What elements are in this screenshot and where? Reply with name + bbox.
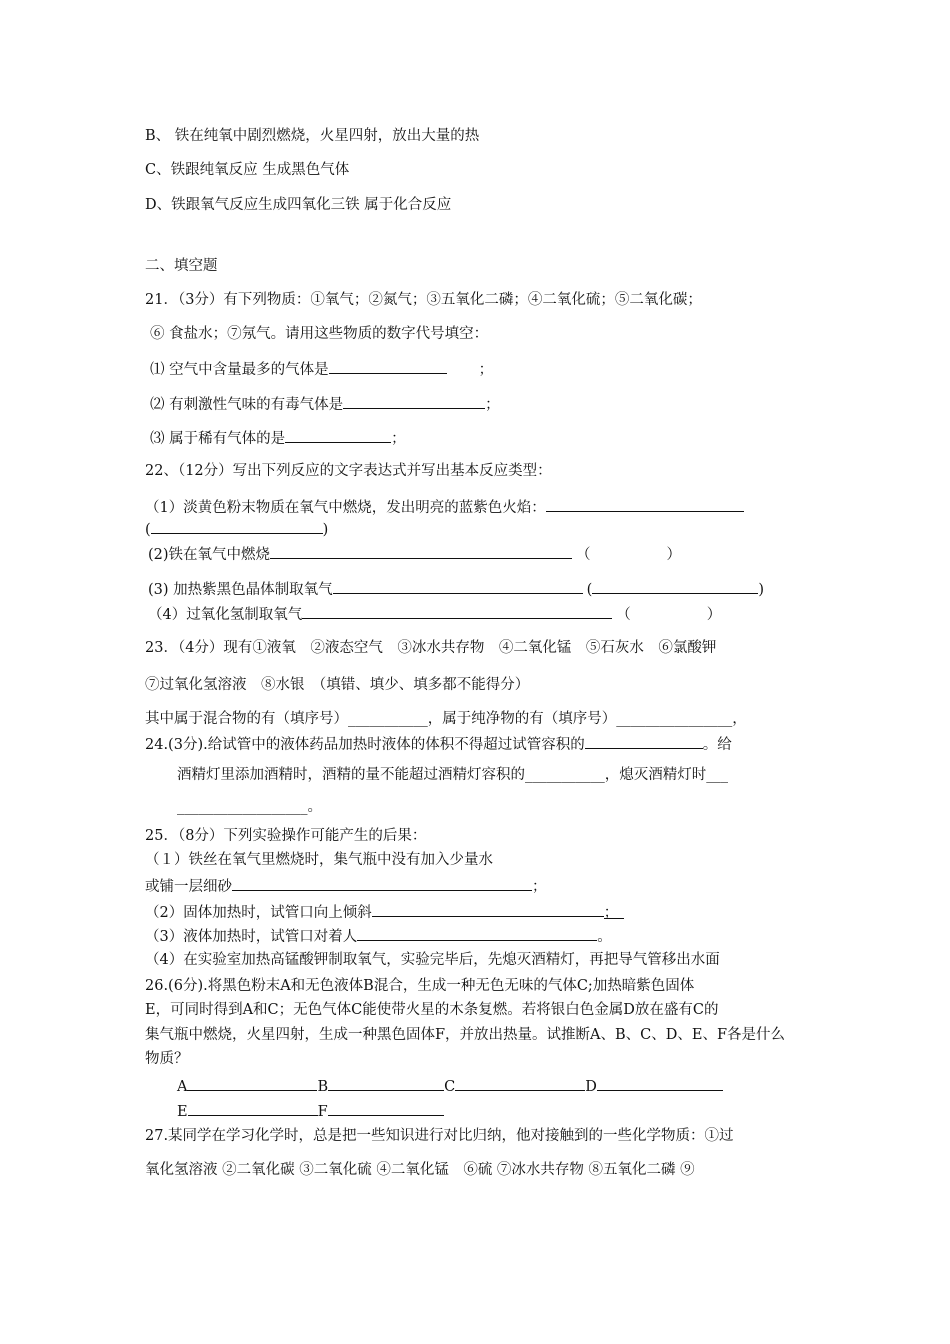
q26-label-d: D (585, 1079, 597, 1095)
q25-sub3-blank[interactable] (357, 925, 597, 941)
q21-sub3-blank[interactable] (285, 427, 391, 443)
q26-label-c: C (444, 1079, 456, 1095)
q22-sub3-blank[interactable] (333, 578, 583, 594)
q23-stem-cont: ⑦过氧化氢溶液 ⑧水银 （填错、填少、填多都不能得分） (145, 677, 530, 693)
q26-label-e: E (177, 1104, 188, 1120)
q25-sub1a: （１）铁丝在氧气里燃烧时，集气瓶中没有加入少量水 (145, 852, 493, 868)
q24-line3: __________________。 (177, 799, 322, 815)
q21-sub2-blank[interactable] (343, 393, 485, 409)
q21-sub1 (150, 358, 493, 380)
q26-answers-row1 (177, 1075, 723, 1097)
q23-stem: 23．（4分）现有①液氧 ②液态空气 ③冰水共存物 ④二氧化锰 ⑤石灰水 ⑥氯酸钾 (145, 640, 717, 656)
q22-sub2-blank[interactable] (270, 543, 572, 559)
q24-line1 (145, 733, 732, 755)
q25-sub2-end-underline (604, 903, 624, 919)
q21-sub2-end: ； (485, 397, 500, 413)
q25-sub2-text: （2）固体加热时，试管口向上倾斜 (145, 905, 372, 921)
q22-sub1-type-blank[interactable] (151, 518, 323, 534)
q21-stem-cont: ⑥ 食盐水；⑦氖气。请用这些物质的数字代号填空： (150, 326, 489, 342)
q25-title: 25．（8分）下列实验操作可能产生的后果： (145, 828, 427, 844)
q24-line1-end: 。给 (702, 737, 732, 753)
q25-sub1-end: ； (532, 879, 547, 895)
q25-sub3-end: 。 (597, 929, 612, 945)
q22-sub3-paren-open: ( (586, 582, 593, 598)
q26-line4: 物质？ (145, 1051, 189, 1067)
q26-blank-e[interactable] (188, 1100, 318, 1116)
q25-sub2 (145, 901, 624, 923)
q22-sub1-paren-open: ( (145, 522, 151, 538)
q20-option-c: C、铁跟纯氧反应 生成黑色气体 (145, 162, 350, 178)
q22-sub1-text: （1）淡黄色粉末物质在氧气中燃烧，发出明亮的蓝紫色火焰： (145, 500, 546, 516)
q25-sub1b-text: 或铺一层细砂 (145, 879, 232, 895)
section-title-fill-in: 二、填空题 (145, 258, 218, 274)
q26-blank-d[interactable] (597, 1075, 723, 1091)
q22-sub4-blank[interactable] (302, 603, 612, 619)
q22-title: 22、（12分）写出下列反应的文字表达式并写出基本反应类型： (145, 463, 552, 479)
q22-sub3 (148, 578, 764, 600)
q26-label-a: A (177, 1079, 188, 1095)
q27-line1: 27.某同学在学习化学时，总是把一些知识进行对比归纳，他对接触到的一些化学物质：①过 (145, 1128, 734, 1144)
q22-sub1-blank[interactable] (546, 496, 744, 512)
q25-sub2-blank[interactable] (372, 901, 604, 917)
q22-sub1-paren-close: ) (322, 522, 329, 538)
q26-answers-row2 (177, 1100, 444, 1122)
q26-blank-f[interactable] (328, 1100, 444, 1116)
q27-line2: 氧化氢溶液 ②二氧化碳 ③二氧化硫 ④二氧化锰 ⑥硫 ⑦冰水共存物 ⑧五氧化二磷 ⑨ (145, 1162, 695, 1178)
q21-stem: 21．（3分）有下列物质：①氧气；②氮气；③五氧化二磷；④二氧化硫；⑤二氧化碳； (145, 292, 702, 308)
q22-sub2-paren-close: ） (666, 547, 682, 563)
q21-sub2-text: ⑵ 有刺激性气味的有毒气体是 (150, 397, 344, 413)
q26-line1: 26.(6分).将黑色粉末A和无色液体B混合，生成一种无色无味的气体C;加热暗紫色固体 (145, 978, 695, 994)
q25-sub4: （4）在实验室加热高锰酸钾制取氧气，实验完毕后，先熄灭酒精灯，再把导气管移出水面 (145, 952, 720, 968)
q21-sub3 (150, 427, 406, 449)
q22-sub4-paren-close: ） (706, 607, 722, 623)
q26-blank-b[interactable] (328, 1075, 444, 1091)
q22-sub2-text: (2)铁在氧气中燃烧 (148, 547, 271, 563)
q22-sub2 (148, 543, 681, 565)
q24-line2: 酒精灯里添加酒精时，酒精的量不能超过酒精灯容积的___________，熄灭酒精灯时___ (177, 767, 728, 783)
q22-sub1-type (145, 518, 328, 540)
q22-sub4-paren-open: （ (616, 607, 631, 623)
q21-sub1-text: ⑴ 空气中含量最多的气体是 (150, 362, 329, 378)
q22-sub3-text: (3) 加热紫黑色晶体制取氧气 (148, 582, 333, 598)
q25-sub1-blank[interactable] (232, 875, 532, 891)
q26-label-f: F (317, 1104, 328, 1120)
q22-sub1 (145, 496, 744, 518)
q22-sub4-text: （4）过氧化氢制取氧气 (148, 607, 303, 623)
q21-sub1-blank[interactable] (329, 358, 447, 374)
q20-option-d: D、铁跟氧气反应生成四氧化三铁 属于化合反应 (145, 197, 452, 213)
q24-blank-1[interactable] (585, 733, 703, 749)
q21-sub1-end: ； (478, 362, 494, 378)
q24-line1-text: 24.(3分).给试管中的液体药品加热时液体的体积不得超过试管容积的 (145, 737, 585, 753)
q25-sub1b (145, 875, 547, 897)
q26-blank-a[interactable] (187, 1075, 317, 1091)
q22-sub2-paren-open: （ (576, 547, 591, 563)
q21-sub3-text: ⑶ 属于稀有气体的是 (150, 431, 286, 447)
q26-line2: E，可同时得到A和C；无色气体C能使带火星的木条复燃。若将银白色金属D放在盛有C的 (145, 1002, 719, 1018)
q26-label-b: B (317, 1079, 329, 1095)
q22-sub3-type-blank[interactable] (592, 578, 758, 594)
q21-sub2 (150, 393, 500, 415)
q25-sub3-text: （3）液体加热时，试管口对着人 (145, 929, 358, 945)
q25-sub2-end: ； (603, 905, 619, 921)
q22-sub3-paren-close: ) (758, 582, 764, 598)
q26-blank-c[interactable] (455, 1075, 585, 1091)
q20-option-b: B、 铁在纯氧中剧烈燃烧，火星四射，放出大量的热 (145, 128, 480, 144)
q23-answer-line: 其中属于混合物的有（填序号）___________，属于纯净物的有（填序号）________________， (145, 711, 747, 727)
q21-sub3-end: ； (391, 431, 406, 447)
q25-sub3 (145, 925, 612, 947)
q22-sub4 (148, 603, 721, 625)
q26-line3: 集气瓶中燃烧，火星四射，生成一种黑色固体F，并放出热量。试推断A、B、C、D、E、F各是什么 (145, 1027, 786, 1043)
